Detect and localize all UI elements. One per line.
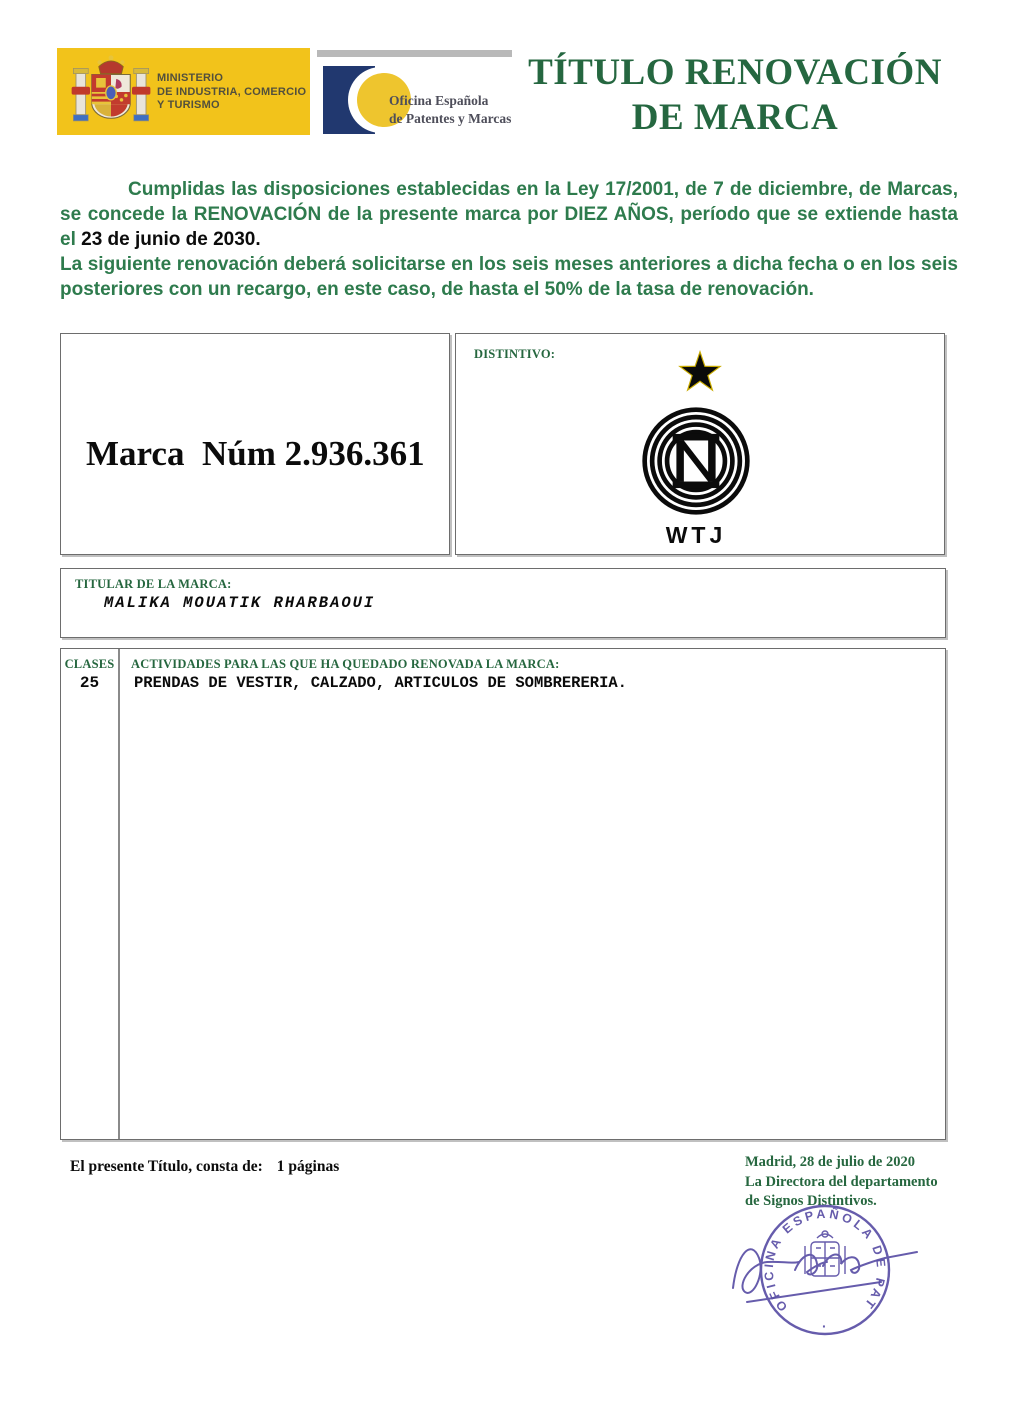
document-title (520, 50, 950, 140)
marca-number: Marca Núm 2.936.361 (86, 434, 425, 473)
actividades-text: PRENDAS DE VESTIR, CALZADO, ARTICULOS DE SOMBRERERIA. (134, 674, 627, 692)
clases-number: 25 (79, 674, 100, 692)
ministry-name-line1: MINISTERIO (157, 72, 224, 84)
oepm-name-line1: Oficina Española (389, 93, 489, 108)
oepm-logo (317, 50, 512, 135)
spain-coat-of-arms-icon (69, 53, 153, 131)
pages-count: 1 páginas (276, 1158, 340, 1175)
clases-label: CLASES (64, 657, 115, 671)
signer-title-line1: La Directora del departamento (745, 1173, 938, 1190)
titular-name: MALIKA MOUATIK RHARBAOUI (104, 594, 376, 612)
distintivo-box (455, 333, 945, 555)
ministry-name (157, 72, 306, 113)
distintivo-label: DISTINTIVO: (474, 347, 556, 361)
oepm-name (389, 92, 511, 128)
clases-column (61, 649, 120, 1139)
titular-label: TITULAR DE LA MARCA: (75, 577, 232, 591)
ministry-logo (57, 48, 310, 135)
document-title-line2: DE MARCA (631, 97, 839, 138)
titular-box (60, 568, 946, 638)
clases-box (60, 648, 946, 1140)
pages-note (70, 1158, 339, 1176)
pages-note-label: El presente Título, consta de: (70, 1158, 263, 1175)
ministry-name-line3: Y TURISMO (157, 99, 220, 111)
renewal-statement (60, 177, 958, 302)
renewal-paragraph-1 (60, 177, 958, 252)
renewal-expiry-date: 23 de junio de 2030. (81, 229, 261, 250)
oepm-gray-bar (317, 50, 512, 57)
trademark-name: WTJ (665, 522, 727, 548)
stamp-text: OFICINA ESPAÑOLA DE PATENTES Y MARCAS (761, 1206, 889, 1314)
marca-number-box (60, 333, 450, 555)
renewal-paragraph-1-text: Cumplidas las disposiciones establecidas en la Ley 17/2001, de 7 de diciembre, de Marcas, se concede la RENOVACIÓN de la presente marca por DIEZ AÑOS, período que se extiende hasta el (60, 179, 958, 250)
trademark-rings-logo (640, 405, 752, 517)
renewal-paragraph-2: La siguiente renovación deberá solicitarse en los seis meses anteriores a dicha fecha o en los seis posteriores con un recargo, en este caso, de hasta el 50% de la tasa de renovación. (60, 254, 958, 300)
official-stamp (725, 1200, 925, 1345)
stamp-dot: · (822, 1318, 827, 1334)
actividades-label: ACTIVIDADES PARA LAS QUE HA QUEDADO RENOVADA LA MARCA: (131, 657, 560, 671)
place-date: Madrid, 28 de julio de 2020 (745, 1154, 915, 1170)
signer-title-line2: de Signos Distintivos. (745, 1193, 877, 1209)
ministry-name-line2: DE INDUSTRIA, COMERCIO (157, 85, 307, 98)
oepm-name-line2: de Patentes y Marcas (389, 111, 512, 126)
star-icon (677, 350, 723, 396)
trademark-monogram (673, 434, 720, 488)
document-title-line1: TÍTULO RENOVACIÓN (528, 52, 942, 93)
